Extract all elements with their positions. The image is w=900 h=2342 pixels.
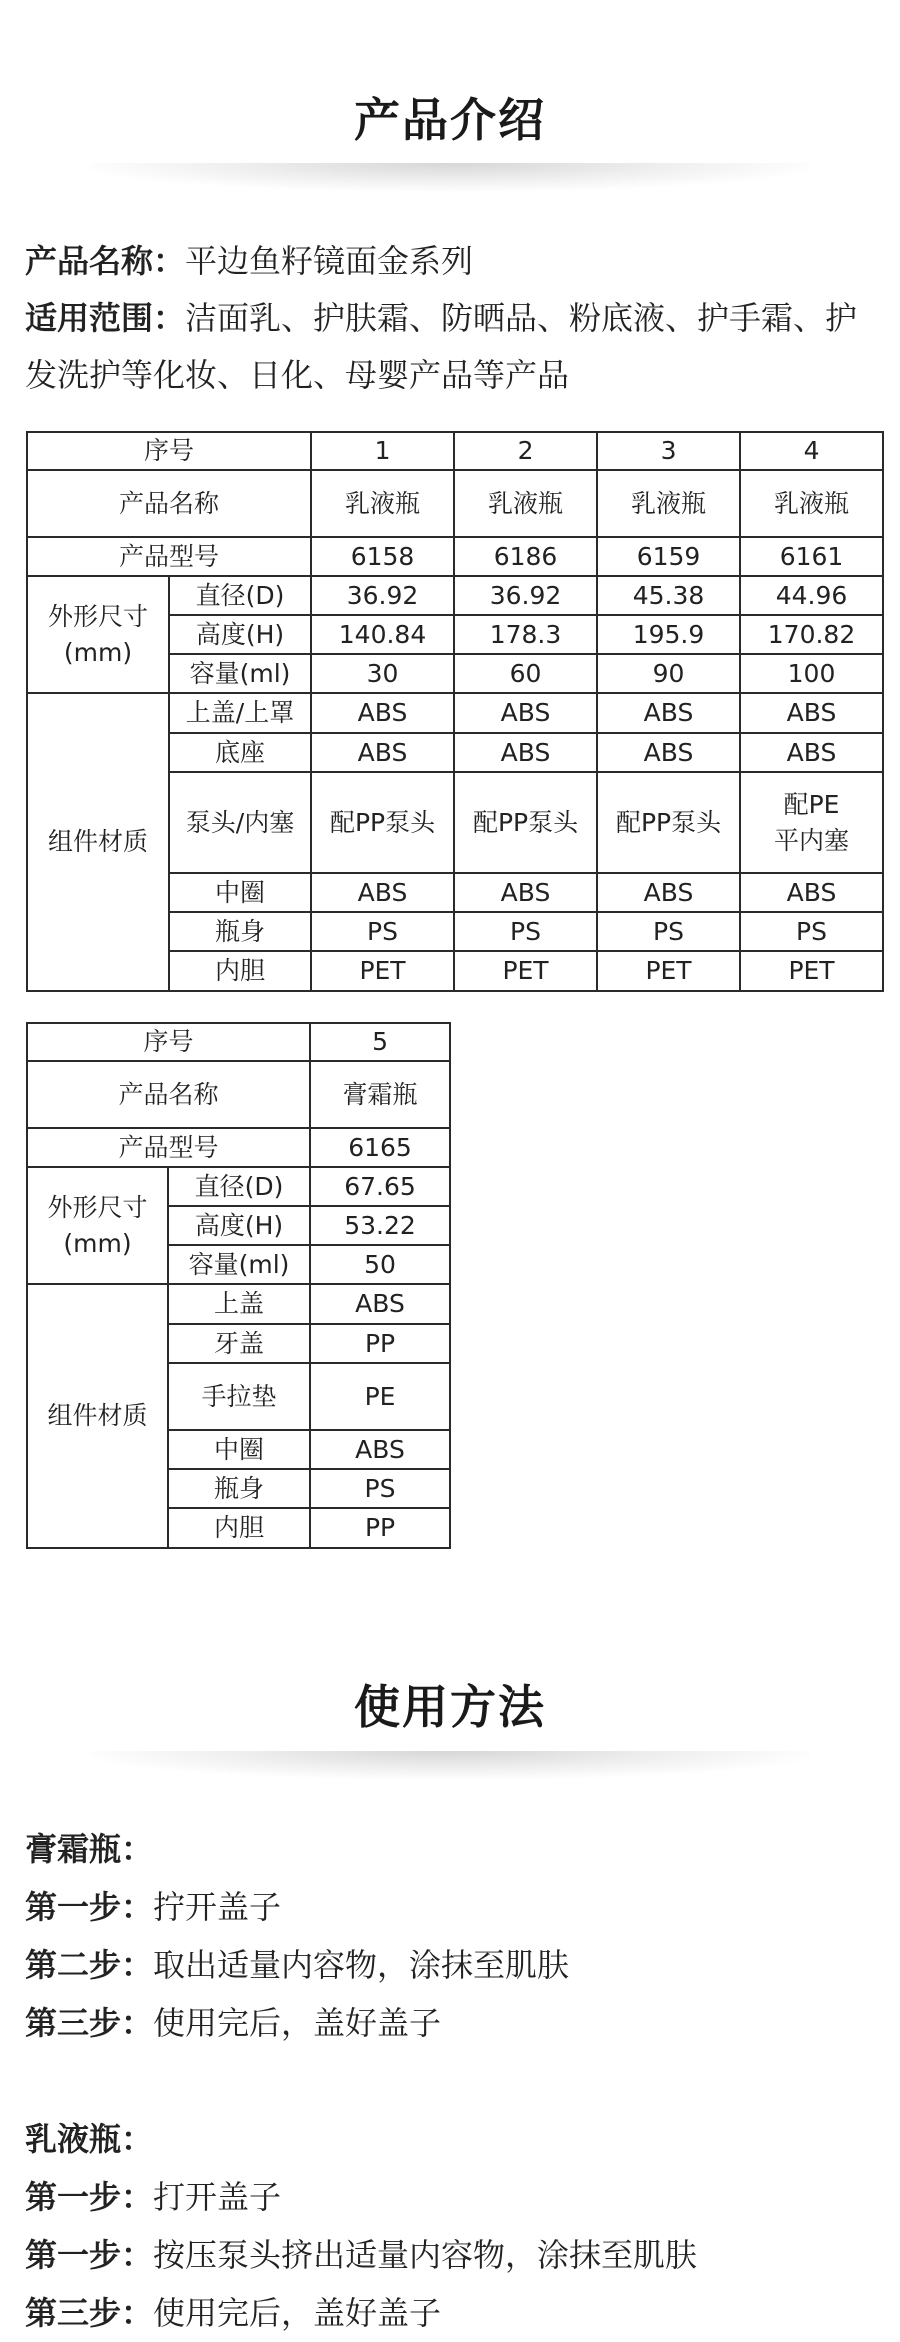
table-cell: 53.22 <box>310 1206 450 1245</box>
table-cell: 2 <box>454 432 597 470</box>
table-row <box>27 470 883 537</box>
table-cell: ABS <box>311 873 454 912</box>
table-cell: 乳液瓶 <box>740 470 883 537</box>
table-cell: 乳液瓶 <box>311 470 454 537</box>
table-cell: 乳液瓶 <box>454 470 597 537</box>
cream-jar-heading: 膏霜瓶： <box>25 1830 154 1868</box>
product-name-label: 产品名称： <box>25 242 186 280</box>
table-cell: PET <box>311 951 454 991</box>
table-row <box>27 1128 450 1167</box>
table-cell: PS <box>597 912 740 951</box>
step-text: 取出适量内容物，涂抹至肌肤 <box>153 1946 570 1984</box>
spec-table-2 <box>26 1022 451 1549</box>
dims-group-header <box>27 576 169 693</box>
table-cell: 36.92 <box>311 576 454 615</box>
header-cell: 底座 <box>169 733 311 772</box>
table-cell: 6165 <box>310 1128 450 1167</box>
header-cell: 中圈 <box>169 873 311 912</box>
table-cell: 36.92 <box>454 576 597 615</box>
table-cell: ABS <box>310 1284 450 1324</box>
step-text: 按压泵头挤出适量内容物，涂抹至肌肤 <box>153 2236 698 2274</box>
product-name-line <box>25 233 885 290</box>
header-cell: 高度(H) <box>168 1206 310 1245</box>
lotion-step <box>25 2226 885 2284</box>
table-cell: 4 <box>740 432 883 470</box>
table-cell: 60 <box>454 654 597 693</box>
product-intro-text <box>25 233 885 404</box>
table-cell: PET <box>454 951 597 991</box>
header-cell: 产品型号 <box>27 1128 310 1167</box>
table-cell: 195.9 <box>597 615 740 654</box>
table-cell: 6186 <box>454 537 597 576</box>
step-text: 使用完后，盖好盖子 <box>153 2004 442 2042</box>
table-row <box>27 1023 450 1061</box>
table-cell: 44.96 <box>740 576 883 615</box>
table-cell: PET <box>740 951 883 991</box>
table-cell: 50 <box>310 1245 450 1284</box>
product-scope-value: 洁面乳、护肤霜、防晒品、粉底液、护手霜、护发洗护等化妆、日化、母婴产品等产品 <box>25 299 858 394</box>
table-cell: ABS <box>597 873 740 912</box>
table-cell: PS <box>454 912 597 951</box>
table-cell: PS <box>311 912 454 951</box>
table-cell: PS <box>310 1469 450 1508</box>
table-cell: ABS <box>597 693 740 733</box>
header-cell: 瓶身 <box>169 912 311 951</box>
pump-value-4: 配PE平内塞 <box>774 789 850 855</box>
table-row <box>27 537 883 576</box>
header-cell: 上盖 <box>168 1284 310 1324</box>
dims-label: 外形尺寸(mm) <box>47 1192 148 1258</box>
table-cell: 配PP泵头 <box>311 772 454 873</box>
table-row <box>27 1284 450 1324</box>
header-cell: 泵头/内塞 <box>169 772 311 873</box>
intro-title-shadow <box>90 163 810 191</box>
table-cell: 178.3 <box>454 615 597 654</box>
header-cell: 中圈 <box>168 1430 310 1469</box>
header-cell: 瓶身 <box>168 1469 310 1508</box>
table-cell: 100 <box>740 654 883 693</box>
table-cell: PE <box>310 1363 450 1430</box>
step-label: 第一步： <box>25 2236 154 2274</box>
table-cell: ABS <box>740 733 883 772</box>
table-cell: 90 <box>597 654 740 693</box>
header-cell: 直径(D) <box>169 576 311 615</box>
table-row <box>27 432 883 470</box>
table-cell: PP <box>310 1324 450 1363</box>
table-cell: 45.38 <box>597 576 740 615</box>
table-cell: 配PP泵头 <box>454 772 597 873</box>
table-cell: PP <box>310 1508 450 1548</box>
table-cell: ABS <box>310 1430 450 1469</box>
intro-section-title: 产品介绍 <box>354 93 546 147</box>
header-cell: 高度(H) <box>169 615 311 654</box>
table-cell <box>740 772 883 873</box>
table-row <box>27 1061 450 1128</box>
step-text: 拧开盖子 <box>153 1888 282 1926</box>
dims-group-header <box>27 1167 168 1284</box>
product-name-value: 平边鱼籽镜面金系列 <box>185 242 474 280</box>
table-cell: ABS <box>454 873 597 912</box>
header-cell: 牙盖 <box>168 1324 310 1363</box>
header-cell: 手拉垫 <box>168 1363 310 1430</box>
table-cell: 140.84 <box>311 615 454 654</box>
table-cell: 乳液瓶 <box>597 470 740 537</box>
table-row <box>27 693 883 733</box>
step-label: 第一步： <box>25 2178 154 2216</box>
product-scope-label: 适用范围： <box>25 299 186 337</box>
table-cell: ABS <box>311 733 454 772</box>
header-cell: 内胆 <box>169 951 311 991</box>
cream-step <box>25 1878 885 1936</box>
table-cell: 1 <box>311 432 454 470</box>
table-cell: 3 <box>597 432 740 470</box>
usage-section-title: 使用方法 <box>354 1680 546 1734</box>
table-cell: 配PP泵头 <box>597 772 740 873</box>
product-scope-line <box>25 290 885 404</box>
table-cell: 膏霜瓶 <box>310 1061 450 1128</box>
cream-step <box>25 1936 885 1994</box>
spacer <box>25 2052 885 2110</box>
step-label: 第三步： <box>25 2294 154 2332</box>
step-label: 第二步： <box>25 1946 154 1984</box>
table-cell: 67.65 <box>310 1167 450 1206</box>
table-cell: ABS <box>597 733 740 772</box>
spec-table-1 <box>26 431 884 992</box>
cream-step <box>25 1994 885 2052</box>
table-cell: 6158 <box>311 537 454 576</box>
usage-instructions <box>25 1820 885 2342</box>
table-cell: ABS <box>740 873 883 912</box>
table-cell: PS <box>740 912 883 951</box>
header-cell: 产品型号 <box>27 537 311 576</box>
header-cell: 产品名称 <box>27 470 311 537</box>
table-cell: 5 <box>310 1023 450 1061</box>
table-cell: ABS <box>311 693 454 733</box>
dims-label: 外形尺寸(mm) <box>47 601 148 667</box>
step-label: 第一步： <box>25 1888 154 1926</box>
step-label: 第三步： <box>25 2004 154 2042</box>
usage-title-shadow <box>90 1751 810 1779</box>
table-cell: 30 <box>311 654 454 693</box>
table-cell: 6159 <box>597 537 740 576</box>
table-cell: ABS <box>454 693 597 733</box>
table-cell: ABS <box>454 733 597 772</box>
lotion-step <box>25 2168 885 2226</box>
header-cell: 直径(D) <box>168 1167 310 1206</box>
header-cell: 容量(ml) <box>169 654 311 693</box>
material-group-header: 组件材质 <box>27 693 169 991</box>
header-cell: 序号 <box>27 432 311 470</box>
table-cell: ABS <box>740 693 883 733</box>
table-cell: 170.82 <box>740 615 883 654</box>
material-group-header: 组件材质 <box>27 1284 168 1548</box>
header-cell: 产品名称 <box>27 1061 310 1128</box>
header-cell: 内胆 <box>168 1508 310 1548</box>
table-row <box>27 1167 450 1206</box>
step-text: 打开盖子 <box>153 2178 282 2216</box>
table-cell: 6161 <box>740 537 883 576</box>
header-cell: 上盖/上罩 <box>169 693 311 733</box>
header-cell: 序号 <box>27 1023 310 1061</box>
table-row <box>27 576 883 615</box>
lotion-bottle-heading: 乳液瓶： <box>25 2120 154 2158</box>
lotion-step <box>25 2284 885 2342</box>
step-text: 使用完后，盖好盖子 <box>153 2294 442 2332</box>
header-cell: 容量(ml) <box>168 1245 310 1284</box>
table-cell: PET <box>597 951 740 991</box>
